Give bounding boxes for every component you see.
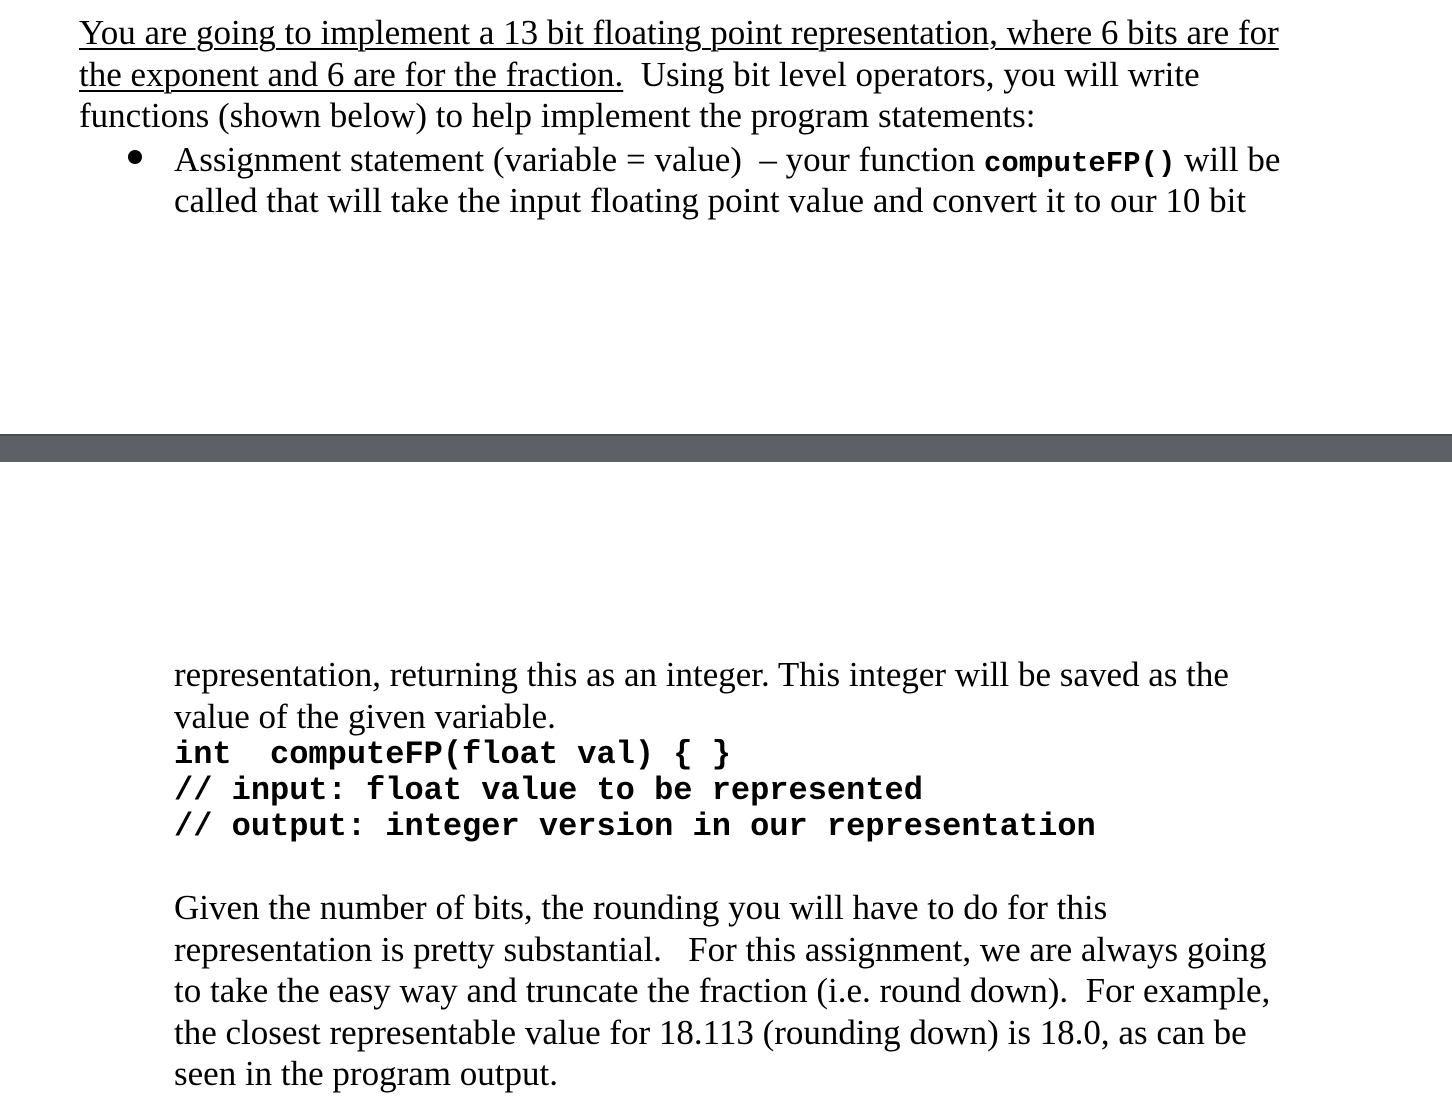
- intro-line-2: [79, 54, 1279, 96]
- rounding-paragraph: [174, 887, 1270, 1095]
- page-divider: [0, 434, 1452, 462]
- intro-underlined-2: the exponent and 6 are for the fraction.: [79, 54, 624, 94]
- intro-line-2-rest: Using bit level operators, you will write: [623, 54, 1200, 94]
- continuation-line-1: representation, returning this as an integer. This integer will be saved as the: [174, 655, 1229, 694]
- continuation-line-2: value of the given variable.: [174, 696, 556, 736]
- inline-code-computefp: computeFP(): [983, 147, 1176, 180]
- code-block: [174, 737, 1096, 845]
- bullet-item: [174, 139, 1280, 185]
- bullet-text-before: Assignment statement (variable = value) – your function: [174, 140, 984, 179]
- rounding-line-1: Given the number of bits, the rounding you will have to do for this: [174, 888, 1108, 927]
- intro-paragraph: [79, 12, 1279, 137]
- bullet-text-after: will be: [1175, 140, 1281, 179]
- rounding-line-3: to take the easy way and truncate the fraction (i.e. round down). For example,: [174, 971, 1271, 1010]
- intro-underlined-1: You are going to implement a 13 bit floating point representation, where 6 bits are for: [79, 13, 1279, 52]
- intro-line-3: functions (shown below) to help implement the program statements:: [79, 96, 1036, 135]
- code-line-3: // output: integer version in our representation: [174, 808, 1096, 845]
- bullet-dot-icon: [128, 150, 142, 164]
- intro-line-1: [79, 12, 1279, 54]
- rounding-line-2: representation is pretty substantial. For this assignment, we are always going: [174, 929, 1267, 969]
- rounding-line-5: seen in the program output.: [174, 1054, 558, 1093]
- bullet-line-2: called that will take the input floating point value and convert it to our 10 bit: [174, 181, 1247, 220]
- code-line-1: int computeFP(float val) { }: [174, 736, 731, 773]
- rounding-line-4: the closest representable value for 18.113 (rounding down) is 18.0, as can be: [174, 1012, 1247, 1052]
- bullet-line-1: [174, 139, 1280, 185]
- continuation-paragraph: [174, 654, 1229, 737]
- code-line-2: // input: float value to be represented: [174, 772, 923, 809]
